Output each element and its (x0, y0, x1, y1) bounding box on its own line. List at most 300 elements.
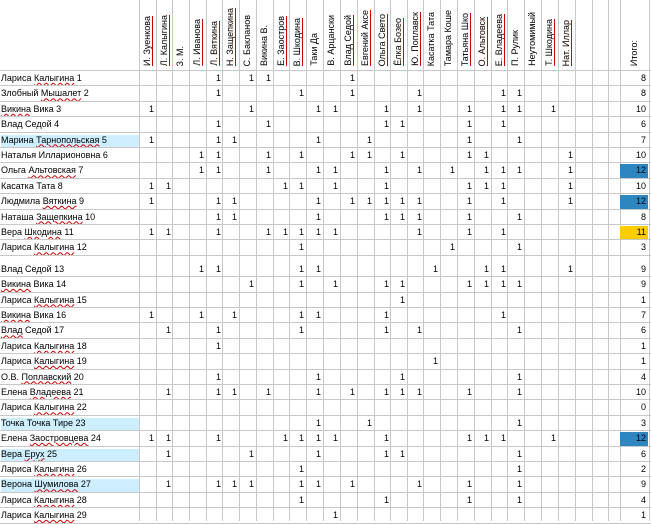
row-name-text: 1 (74, 73, 82, 83)
row-name-cell[interactable] (1, 479, 139, 491)
vote-mark-cell[interactable]: 1 (366, 196, 372, 207)
row-total-cell[interactable]: 4 (640, 371, 646, 382)
vote-mark-cell[interactable]: 1 (215, 211, 221, 222)
vote-mark-cell[interactable]: 1 (466, 134, 472, 145)
grid-hline (0, 338, 651, 339)
row-total-cell[interactable]: 6 (640, 448, 646, 459)
row-total-cell[interactable]: 10 (635, 103, 646, 114)
vote-mark-cell[interactable]: 1 (215, 340, 221, 351)
vote-mark-cell[interactable]: 1 (298, 150, 304, 160)
column-header-label: Касатка Тата (426, 11, 436, 66)
vote-mark-cell[interactable]: 1 (550, 433, 556, 444)
vote-mark-cell[interactable]: 1 (500, 103, 506, 114)
row-name-cell[interactable] (1, 464, 139, 476)
vote-mark-cell[interactable]: 1 (315, 196, 321, 207)
vote-mark-cell[interactable]: 1 (383, 279, 389, 290)
vote-mark-cell[interactable]: 1 (315, 211, 321, 222)
vote-mark-cell[interactable]: 1 (483, 263, 489, 274)
vote-mark-cell[interactable]: 1 (215, 134, 221, 145)
vote-mark-cell[interactable]: 1 (383, 310, 389, 320)
vote-mark-cell[interactable]: 1 (567, 196, 573, 207)
vote-mark-cell[interactable]: 1 (516, 387, 522, 397)
row-name-cell[interactable] (1, 88, 139, 100)
vote-mark-cell[interactable]: 1 (165, 180, 171, 191)
row-name-cell[interactable] (1, 264, 139, 276)
vote-mark-cell[interactable]: 1 (399, 387, 405, 397)
row-total-cell[interactable]: 10 (635, 387, 646, 397)
vote-mark-cell[interactable]: 1 (383, 494, 389, 505)
vote-mark-cell[interactable]: 1 (416, 227, 422, 237)
row-name-text: Людмила (1, 196, 43, 207)
vote-mark-cell[interactable]: 1 (165, 227, 171, 237)
row-name-text: 24 (88, 433, 101, 444)
vote-mark-cell[interactable]: 1 (282, 433, 288, 444)
grid-vline (608, 0, 609, 521)
vote-mark-cell[interactable]: 1 (315, 134, 321, 145)
column-header-label: Л. Иванова (192, 19, 202, 66)
vote-mark-cell[interactable]: 1 (416, 196, 422, 207)
vote-mark-cell[interactable]: 1 (383, 325, 389, 336)
vote-mark-cell[interactable]: 1 (466, 211, 472, 222)
vote-mark-cell[interactable]: 1 (349, 88, 355, 99)
vote-mark-cell[interactable]: 1 (165, 479, 171, 490)
row-name-cell[interactable] (1, 73, 139, 85)
vote-mark-cell[interactable]: 1 (500, 180, 506, 191)
column-header-label: Ёлка Бозео (393, 18, 403, 66)
vote-mark-cell[interactable]: 1 (231, 134, 237, 145)
vote-mark-cell[interactable]: 1 (516, 448, 522, 459)
vote-mark-cell[interactable]: 1 (315, 371, 321, 382)
row-name-cell[interactable] (1, 150, 139, 162)
vote-mark-cell[interactable]: 1 (500, 433, 506, 444)
vote-mark-cell[interactable]: 1 (500, 165, 506, 176)
vote-mark-cell[interactable]: 1 (265, 387, 271, 397)
grid-vline (524, 0, 525, 521)
vote-mark-cell[interactable]: 1 (298, 88, 304, 99)
vote-mark-cell[interactable]: 1 (432, 356, 438, 367)
vote-mark-cell[interactable]: 1 (466, 196, 472, 207)
vote-mark-cell[interactable]: 1 (483, 165, 489, 176)
vote-mark-cell[interactable]: 1 (282, 227, 288, 237)
vote-mark-cell[interactable]: 1 (148, 227, 154, 237)
vote-mark-cell[interactable]: 1 (466, 180, 472, 191)
grid-vline (407, 0, 408, 521)
vote-mark-cell[interactable]: 1 (332, 165, 338, 176)
row-name-text: Наташа (1, 211, 37, 222)
vote-mark-cell[interactable]: 1 (366, 150, 372, 160)
vote-mark-cell[interactable]: 1 (231, 310, 237, 320)
vote-mark-cell[interactable]: 1 (383, 448, 389, 459)
vote-mark-cell[interactable]: 1 (500, 263, 506, 274)
column-header[interactable] (474, 4, 491, 66)
vote-mark-cell[interactable]: 1 (466, 119, 472, 130)
row-total-cell[interactable]: 9 (640, 279, 646, 290)
vote-mark-cell[interactable]: 1 (215, 325, 221, 336)
vote-mark-cell[interactable]: 1 (315, 227, 321, 237)
vote-mark-cell[interactable]: 1 (416, 88, 422, 99)
vote-mark-cell[interactable]: 1 (315, 387, 321, 397)
row-total-cell[interactable]: 3 (640, 242, 646, 253)
vote-mark-cell[interactable]: 1 (148, 134, 154, 145)
vote-mark-cell[interactable]: 1 (215, 227, 221, 237)
vote-mark-cell[interactable]: 1 (298, 242, 304, 253)
row-name-cell[interactable] (1, 310, 139, 322)
vote-mark-cell[interactable]: 1 (315, 165, 321, 176)
row-name-text: Вика 3 (30, 103, 62, 114)
vote-mark-cell[interactable]: 1 (231, 211, 237, 222)
row-name-cell[interactable] (1, 418, 139, 430)
vote-mark-cell[interactable]: 1 (416, 479, 422, 490)
column-header[interactable] (491, 4, 508, 66)
vote-mark-cell[interactable]: 1 (550, 103, 556, 114)
vote-mark-cell[interactable]: 1 (332, 227, 338, 237)
vote-mark-cell[interactable]: 1 (248, 279, 254, 290)
grid-vline (390, 0, 391, 521)
row-name-text: Лариса (1, 294, 34, 305)
vote-mark-cell[interactable]: 1 (265, 73, 271, 83)
vote-mark-cell[interactable]: 1 (466, 150, 472, 160)
column-header[interactable] (289, 4, 306, 66)
row-total-cell[interactable]: 8 (640, 73, 646, 83)
vote-mark-cell[interactable]: 1 (383, 180, 389, 191)
vote-mark-cell[interactable]: 1 (466, 227, 472, 237)
vote-mark-cell[interactable]: 1 (315, 263, 321, 274)
vote-mark-cell[interactable]: 1 (315, 417, 321, 428)
vote-mark-cell[interactable]: 1 (265, 150, 271, 160)
vote-mark-cell[interactable]: 1 (483, 180, 489, 191)
column-header[interactable] (541, 4, 558, 66)
row-name-cell[interactable] (1, 165, 139, 177)
vote-mark-cell[interactable]: 1 (383, 211, 389, 222)
vote-mark-cell[interactable]: 1 (248, 448, 254, 459)
row-total-cell[interactable]: 12 (620, 195, 648, 208)
vote-mark-cell[interactable]: 1 (399, 371, 405, 382)
vote-mark-cell[interactable]: 1 (148, 103, 154, 114)
vote-mark-cell[interactable]: 1 (198, 310, 204, 320)
vote-mark-cell[interactable]: 1 (500, 196, 506, 207)
vote-mark-cell[interactable]: 1 (148, 180, 154, 191)
vote-mark-cell[interactable]: 1 (516, 325, 522, 336)
vote-mark-cell[interactable]: 1 (383, 165, 389, 176)
vote-mark-cell[interactable]: 1 (198, 150, 204, 160)
grid-hline (0, 239, 651, 240)
vote-mark-cell[interactable]: 1 (516, 494, 522, 505)
vote-mark-cell[interactable]: 1 (298, 279, 304, 290)
row-name-cell[interactable] (1, 433, 139, 445)
vote-mark-cell[interactable]: 1 (366, 134, 372, 145)
row-total-cell[interactable]: 4 (640, 494, 646, 505)
vote-mark-cell[interactable]: 1 (366, 417, 372, 428)
row-name-cell[interactable] (1, 325, 139, 337)
vote-mark-cell[interactable]: 1 (516, 417, 522, 428)
vote-mark-cell[interactable]: 1 (215, 88, 221, 99)
vote-mark-cell[interactable]: 1 (265, 165, 271, 176)
vote-mark-cell[interactable]: 1 (298, 310, 304, 320)
vote-mark-cell[interactable]: 1 (399, 196, 405, 207)
row-total-cell[interactable]: 10 (635, 180, 646, 191)
vote-mark-cell[interactable]: 1 (198, 263, 204, 274)
vote-mark-cell[interactable]: 1 (483, 150, 489, 160)
row-total-cell[interactable]: 12 (620, 164, 648, 177)
row-name-text: Елена (1, 433, 30, 444)
row-name-cell[interactable] (1, 295, 139, 307)
vote-mark-cell[interactable]: 1 (449, 165, 455, 176)
vote-mark-cell[interactable]: 1 (383, 196, 389, 207)
column-header[interactable] (374, 4, 391, 66)
column-header[interactable] (507, 4, 524, 66)
vote-mark-cell[interactable]: 1 (215, 479, 221, 490)
row-total-cell[interactable]: 9 (640, 479, 646, 490)
vote-mark-cell[interactable]: 1 (500, 119, 506, 130)
vote-mark-cell[interactable]: 1 (432, 263, 438, 274)
row-name-cell[interactable] (1, 135, 139, 147)
column-header[interactable] (620, 4, 648, 66)
row-total-cell[interactable]: 0 (640, 402, 646, 413)
vote-mark-cell[interactable]: 1 (516, 211, 522, 222)
vote-mark-cell[interactable]: 1 (148, 196, 154, 207)
vote-mark-cell[interactable]: 1 (466, 494, 472, 505)
column-header[interactable] (457, 4, 474, 66)
row-total-cell[interactable]: 6 (640, 119, 646, 130)
vote-mark-cell[interactable]: 1 (416, 387, 422, 397)
vote-mark-cell[interactable]: 1 (215, 73, 221, 83)
row-total-cell[interactable]: 1 (640, 356, 646, 367)
vote-mark-cell[interactable]: 1 (315, 103, 321, 114)
vote-mark-cell[interactable]: 1 (399, 150, 405, 160)
vote-mark-cell[interactable]: 1 (248, 479, 254, 490)
vote-mark-cell[interactable]: 1 (332, 103, 338, 114)
column-header[interactable] (256, 4, 273, 66)
row-total-cell[interactable]: 1 (640, 340, 646, 351)
vote-mark-cell[interactable]: 1 (248, 103, 254, 114)
column-header[interactable] (323, 4, 340, 66)
vote-mark-cell[interactable]: 1 (298, 433, 304, 444)
vote-mark-cell[interactable]: 1 (466, 433, 472, 444)
row-name-text: 12 (74, 242, 87, 253)
vote-mark-cell[interactable]: 1 (516, 165, 522, 176)
vote-mark-cell[interactable]: 1 (315, 479, 321, 490)
row-name-cell[interactable] (1, 402, 139, 414)
vote-mark-cell[interactable]: 1 (215, 387, 221, 397)
row-total-cell[interactable]: 8 (640, 88, 646, 99)
vote-mark-cell[interactable]: 1 (416, 325, 422, 336)
column-header[interactable] (340, 4, 357, 66)
vote-mark-cell[interactable]: 1 (298, 325, 304, 336)
row-name-cell[interactable] (1, 181, 139, 193)
vote-mark-cell[interactable]: 1 (165, 325, 171, 336)
vote-mark-cell[interactable]: 1 (298, 494, 304, 505)
row-total-cell[interactable]: 1 (640, 510, 646, 521)
vote-mark-cell[interactable]: 1 (466, 279, 472, 290)
vote-mark-cell[interactable]: 1 (466, 387, 472, 397)
vote-mark-cell[interactable]: 1 (567, 263, 573, 274)
column-header[interactable] (156, 4, 173, 66)
grid-hline (0, 353, 651, 354)
vote-mark-cell[interactable]: 1 (466, 479, 472, 490)
row-total-cell[interactable]: 9 (640, 263, 646, 274)
column-header[interactable] (172, 4, 189, 66)
vote-mark-cell[interactable]: 1 (567, 150, 573, 160)
column-header[interactable] (306, 4, 323, 66)
column-header[interactable] (273, 4, 290, 66)
vote-mark-cell[interactable]: 1 (383, 103, 389, 114)
vote-mark-cell[interactable]: 1 (516, 88, 522, 99)
row-total-cell[interactable]: 3 (640, 417, 646, 428)
vote-mark-cell[interactable]: 1 (399, 211, 405, 222)
vote-mark-cell[interactable]: 1 (315, 448, 321, 459)
vote-mark-cell[interactable]: 1 (399, 119, 405, 130)
vote-mark-cell[interactable]: 1 (298, 479, 304, 490)
row-name-cell[interactable] (1, 449, 139, 461)
vote-mark-cell[interactable]: 1 (215, 433, 221, 444)
row-total-cell[interactable]: 1 (640, 294, 646, 305)
vote-mark-cell[interactable]: 1 (349, 387, 355, 397)
vote-mark-cell[interactable]: 1 (516, 134, 522, 145)
vote-mark-cell[interactable]: 1 (265, 227, 271, 237)
vote-mark-cell[interactable]: 1 (298, 180, 304, 191)
grid-hline (0, 116, 651, 117)
row-name-text: Лариса (1, 510, 34, 521)
column-header-label: Л. Вяткина (209, 21, 219, 66)
vote-mark-cell[interactable]: 1 (248, 73, 254, 83)
vote-mark-cell[interactable]: 1 (383, 119, 389, 130)
row-name-cell[interactable] (1, 387, 139, 399)
vote-mark-cell[interactable]: 1 (332, 433, 338, 444)
vote-mark-cell[interactable]: 1 (282, 180, 288, 191)
column-header[interactable] (558, 4, 575, 66)
vote-mark-cell[interactable]: 1 (383, 387, 389, 397)
column-header[interactable] (139, 4, 156, 66)
column-header[interactable] (407, 4, 424, 66)
vote-mark-cell[interactable]: 1 (298, 464, 304, 474)
grid-hline (0, 322, 651, 323)
row-total-cell[interactable]: 2 (640, 464, 646, 474)
row-name-cell[interactable] (1, 212, 139, 224)
grid-hline (0, 492, 651, 493)
vote-mark-cell[interactable]: 1 (383, 433, 389, 444)
column-header[interactable] (357, 4, 374, 66)
vote-mark-cell[interactable]: 1 (567, 180, 573, 191)
grid-hline (0, 162, 651, 163)
row-name-cell[interactable] (1, 372, 139, 384)
vote-mark-cell[interactable]: 1 (349, 150, 355, 160)
vote-mark-cell[interactable]: 1 (215, 371, 221, 382)
column-header[interactable] (390, 4, 407, 66)
vote-mark-cell[interactable]: 1 (349, 479, 355, 490)
vote-mark-cell[interactable]: 1 (500, 279, 506, 290)
vote-mark-cell[interactable]: 1 (215, 119, 221, 130)
vote-mark-cell[interactable]: 1 (231, 196, 237, 207)
column-header[interactable] (423, 4, 440, 66)
column-header[interactable] (222, 4, 239, 66)
vote-mark-cell[interactable]: 1 (466, 103, 472, 114)
row-name-cell[interactable] (1, 119, 139, 131)
vote-mark-cell[interactable]: 1 (483, 433, 489, 444)
vote-mark-cell[interactable]: 1 (516, 464, 522, 474)
vote-mark-cell[interactable]: 1 (231, 387, 237, 397)
vote-mark-cell[interactable]: 1 (567, 165, 573, 176)
vote-mark-cell[interactable]: 1 (416, 211, 422, 222)
vote-mark-cell[interactable]: 1 (399, 279, 405, 290)
vote-mark-cell[interactable]: 1 (449, 242, 455, 253)
vote-mark-cell[interactable]: 1 (516, 103, 522, 114)
vote-mark-cell[interactable]: 1 (399, 448, 405, 459)
vote-mark-cell[interactable]: 1 (198, 165, 204, 176)
vote-mark-cell[interactable]: 1 (516, 479, 522, 490)
row-total-cell[interactable]: 7 (640, 134, 646, 145)
vote-mark-cell[interactable]: 1 (231, 479, 237, 490)
vote-mark-cell[interactable]: 1 (165, 387, 171, 397)
column-header[interactable] (189, 4, 206, 66)
column-header[interactable] (206, 4, 223, 66)
column-header[interactable] (440, 4, 457, 66)
grid-vline (189, 0, 190, 521)
vote-mark-cell[interactable]: 1 (165, 448, 171, 459)
vote-mark-cell[interactable]: 1 (165, 433, 171, 444)
row-total-cell[interactable]: 8 (640, 211, 646, 222)
column-header[interactable] (239, 4, 256, 66)
vote-mark-cell[interactable]: 1 (500, 227, 506, 237)
vote-mark-cell[interactable]: 1 (399, 294, 405, 305)
column-header-label: Ю. Поплавск (410, 12, 420, 66)
row-total-cell[interactable]: 11 (620, 226, 648, 239)
vote-mark-cell[interactable]: 1 (500, 88, 506, 99)
vote-mark-cell[interactable]: 1 (315, 433, 321, 444)
column-header-label: В. Арцански (326, 15, 336, 66)
vote-mark-cell[interactable]: 1 (215, 263, 221, 274)
row-total-cell[interactable]: 10 (635, 150, 646, 160)
vote-mark-cell[interactable]: 1 (298, 227, 304, 237)
vote-mark-cell[interactable]: 1 (516, 279, 522, 290)
vote-mark-cell[interactable]: 1 (148, 433, 154, 444)
row-name-cell[interactable] (1, 495, 139, 507)
vote-mark-cell[interactable]: 1 (416, 103, 422, 114)
row-name-text: 21 (70, 387, 84, 397)
vote-mark-cell[interactable]: 1 (215, 196, 221, 207)
vote-mark-cell[interactable]: 1 (483, 279, 489, 290)
vote-mark-cell[interactable]: 1 (332, 279, 338, 290)
row-name-cell[interactable] (1, 242, 139, 254)
row-name-cell[interactable] (1, 356, 139, 368)
vote-mark-cell[interactable]: 1 (215, 150, 221, 160)
vote-mark-cell[interactable]: 1 (500, 310, 506, 320)
row-name-cell[interactable] (1, 341, 139, 353)
vote-mark-cell[interactable]: 1 (315, 310, 321, 320)
vote-mark-cell[interactable]: 1 (416, 165, 422, 176)
vote-mark-cell[interactable]: 1 (516, 242, 522, 253)
row-name-underlined: Мышалет (40, 88, 82, 99)
vote-mark-cell[interactable]: 1 (265, 119, 271, 130)
row-total-cell[interactable]: 7 (640, 310, 646, 320)
row-name-text: О.В. (1, 371, 22, 382)
row-name-cell[interactable] (1, 279, 139, 291)
vote-mark-cell[interactable]: 1 (332, 180, 338, 191)
vote-mark-cell[interactable]: 1 (215, 165, 221, 176)
column-header[interactable] (524, 4, 541, 66)
row-name-cell[interactable] (1, 227, 139, 239)
vote-mark-cell[interactable]: 1 (349, 73, 355, 83)
vote-mark-cell[interactable]: 1 (516, 371, 522, 382)
vote-mark-cell[interactable]: 1 (298, 263, 304, 274)
vote-mark-cell[interactable]: 1 (148, 310, 154, 320)
row-total-cell[interactable]: 12 (620, 432, 648, 445)
row-name-underlined: Калыгина (33, 294, 75, 305)
vote-mark-cell[interactable]: 1 (332, 510, 338, 521)
row-name-cell[interactable] (1, 196, 139, 208)
vote-mark-cell[interactable]: 1 (349, 196, 355, 207)
row-total-cell[interactable]: 6 (640, 325, 646, 336)
row-name-cell[interactable] (1, 104, 139, 116)
